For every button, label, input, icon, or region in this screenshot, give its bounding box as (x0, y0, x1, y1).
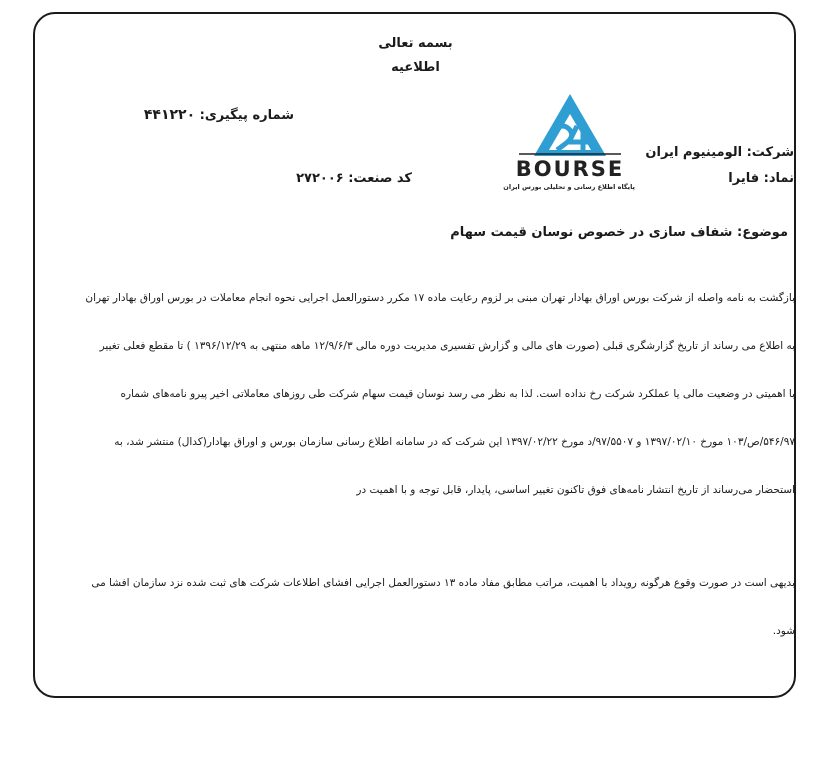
body-line: ۵۴۶/۹۷/ص/۱۰۳ مورخ ۱۳۹۷/۰۲/۱۰ و ۹۷/۵۵۰۷/د مورخ ۱۳۹۷/۰۲/۲۲ این شرکت که در سامانه اطلاع رسانی سازمان بورس و اوراق بهادار(کدال) منتشر شد، به (114, 436, 795, 448)
symbol-line (728, 171, 794, 186)
company-name: الومینیوم ایران (645, 145, 743, 160)
body-line: شود. (772, 625, 795, 637)
symbol-value: فایرا (728, 171, 760, 186)
industry-code-label: کد صنعت: (348, 171, 412, 186)
basmala-heading: بسمه تعالی (378, 36, 453, 51)
notice-heading: اطلاعیه (391, 60, 440, 75)
subject-line (450, 225, 788, 240)
tracking-value: ۴۴۱۲۲۰ (143, 107, 196, 123)
tracking-number (143, 107, 294, 123)
symbol-label: نماد: (763, 171, 794, 186)
subject-text: شفاف سازی در خصوص نوسان قیمت سهام (450, 225, 733, 240)
body-line: با اهمیتی در وضعیت مالی یا عملکرد شرکت رخ نداده است. لذا به نظر می رسد نوسان قیمت سهام شرکت طی روزهای معاملاتی اخیر پیرو نامه‌های شماره (120, 388, 795, 400)
bourse-logo-subtitle: پایگاه اطلاع رسانی و تحلیلی بورس ایران (503, 183, 635, 191)
body-line: بدیهی است در صورت وقوع هرگونه رویداد با اهمیت، مراتب مطابق مفاد ماده ۱۳ دستورالعمل اجرایی افشای اطلاعات شرکت های ثبت شده نزد سازمان افشا می (91, 577, 795, 589)
industry-code-line (296, 171, 412, 186)
company-line (645, 145, 794, 160)
body-line: به اطلاع می رساند از تاریخ گزارشگری قبلی (صورت های مالی و گزارش تفسیری مدیریت دوره مالی ۱۲/۹/۶/۳ ماهه منتهی به ۱۳۹۶/۱۲/۲۹ ) تا مقطع فعلی تغییر (99, 340, 795, 352)
tracking-label: شماره پیگیری: (199, 108, 294, 123)
body-line: استحضار می‌رساند از تاریخ انتشار نامه‌های فوق تاکنون تغییر اساسی، پایدار، قابل توجه و با اهمیت در (356, 484, 795, 496)
industry-code-value: ۲۷۲۰۰۶ (296, 171, 344, 186)
bourse-logo-text: BOURSE (515, 157, 625, 181)
company-label: شرکت: (746, 145, 794, 160)
subject-label: موضوع: (737, 225, 788, 240)
body-line: بازگشت به نامه واصله از شرکت بورس اوراق بهادار تهران مبنی بر لزوم رعایت ماده ۱۷ مکرر دستورالعمل اجرایی نحوه انجام معاملات در بورس اوراق بهادار تهران (85, 292, 795, 304)
